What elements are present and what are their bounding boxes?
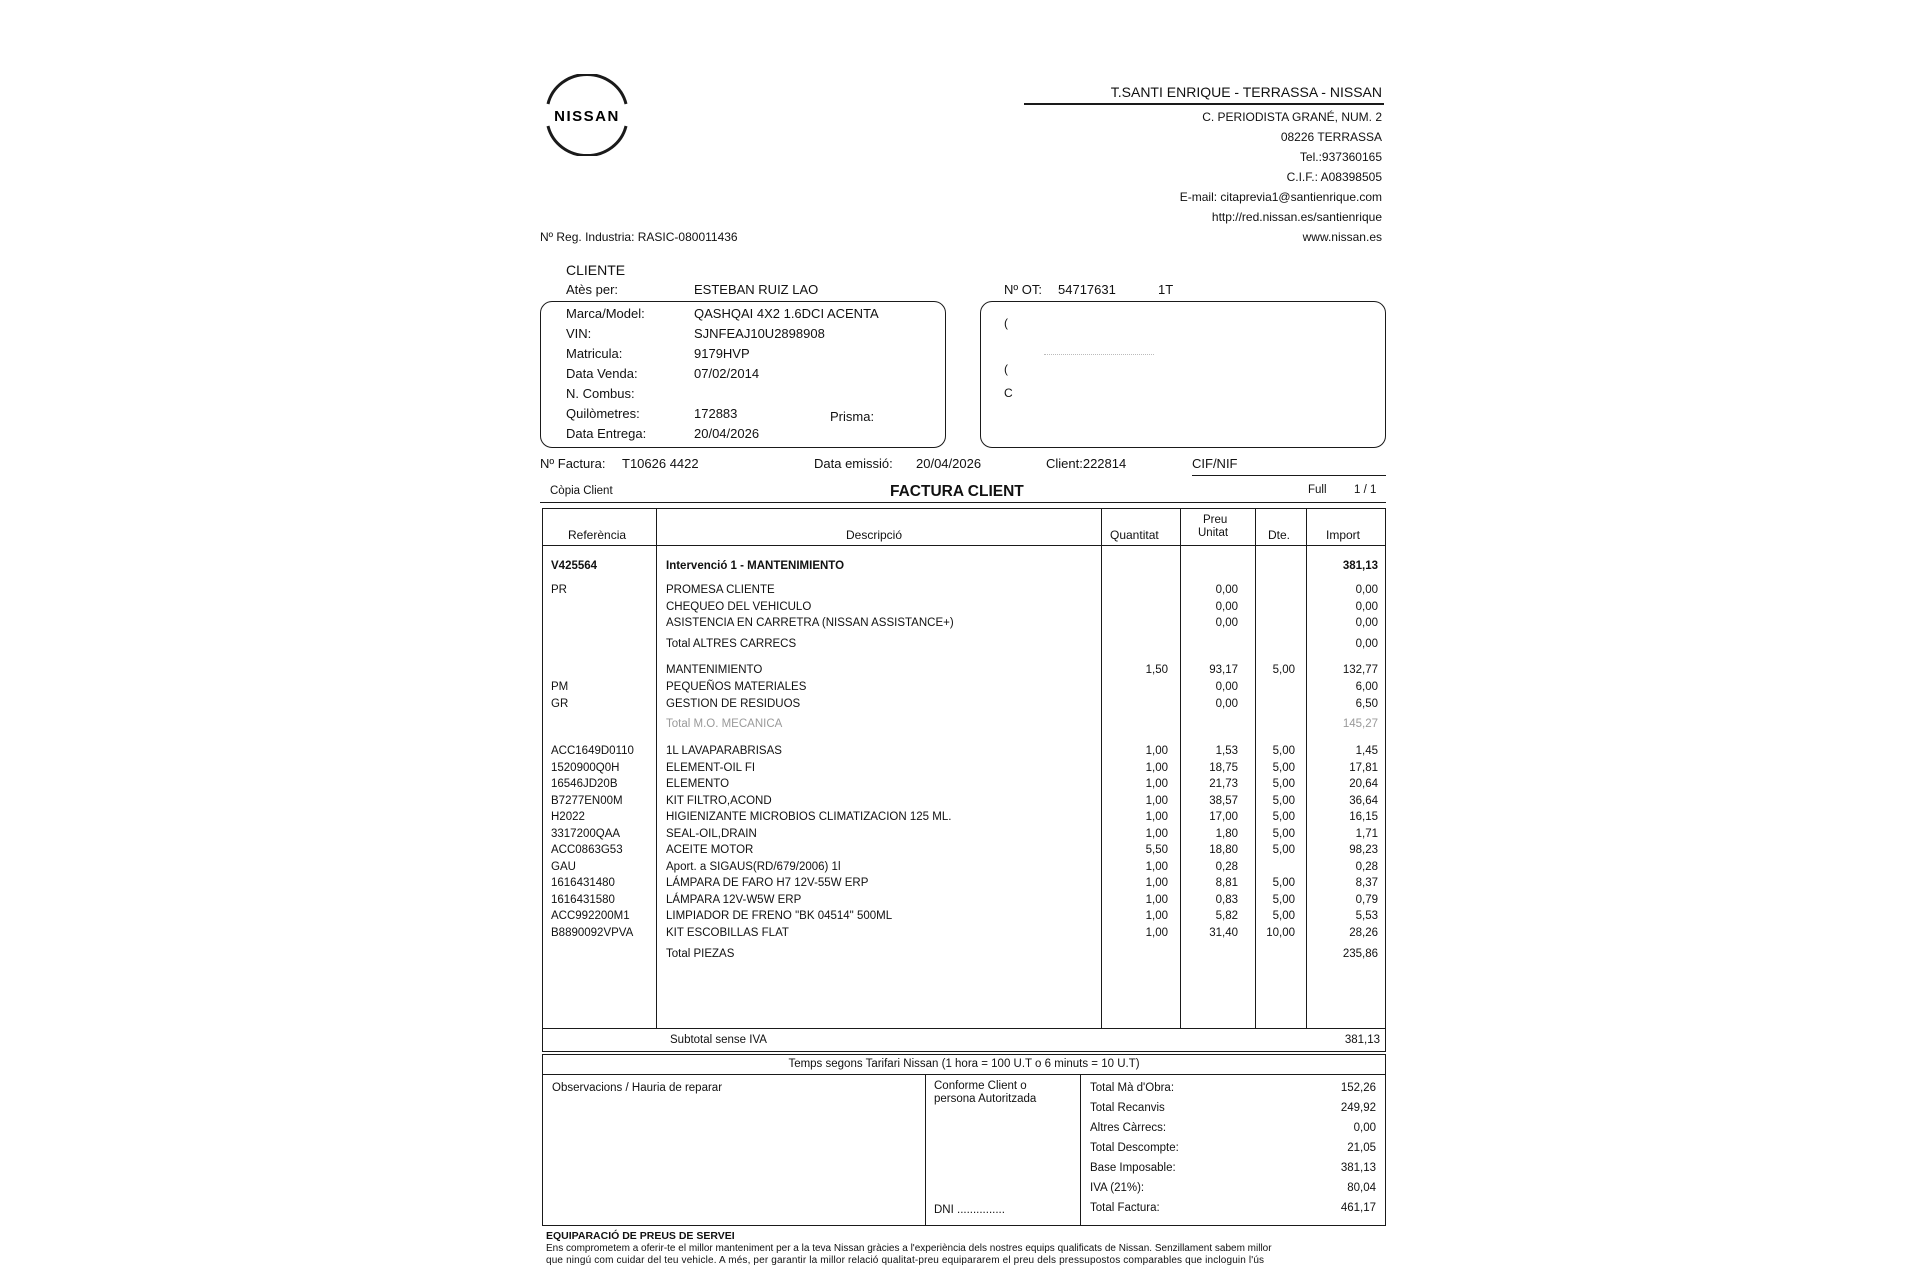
row-amount: 6,50	[1355, 698, 1378, 710]
row-ref: 1616431580	[551, 894, 615, 906]
row-disc: 5,00	[1272, 894, 1295, 906]
footer-title: EQUIPARACIÓ DE PREUS DE SERVEI	[546, 1230, 735, 1242]
row-amount: 145,27	[1342, 718, 1378, 730]
total-label: Total Mà d'Obra:	[1090, 1082, 1175, 1094]
summary-divider	[1080, 1074, 1081, 1226]
total-label: Total Descompte:	[1090, 1142, 1179, 1154]
row-amount: 28,26	[1349, 927, 1378, 939]
row-price: 0,00	[1215, 617, 1238, 629]
row-price: 38,57	[1209, 795, 1238, 807]
row-disc: 10,00	[1266, 927, 1295, 939]
row-desc: ELEMENTO	[666, 778, 730, 790]
vehicle-field-label: Data Venda:	[566, 366, 638, 381]
row-qty: 1,00	[1145, 762, 1168, 774]
vehicle-field-label: Data Entrega:	[566, 426, 647, 441]
row-ref: GR	[551, 698, 569, 710]
conforme-line2: persona Autoritzada	[934, 1093, 1037, 1105]
row-price: 0,00	[1215, 681, 1238, 693]
address-box	[980, 301, 1386, 448]
conforme-line1: Conforme Client o	[934, 1080, 1027, 1092]
row-disc: 5,00	[1272, 745, 1295, 757]
row-desc: 1L LAVAPARABRISAS	[666, 745, 782, 757]
row-disc: 5,00	[1272, 828, 1295, 840]
page-label: Full	[1308, 484, 1327, 496]
row-qty: 1,50	[1145, 664, 1168, 676]
total-label: Total Factura:	[1090, 1202, 1160, 1214]
client-title: CLIENTE	[566, 262, 626, 278]
row-amount: 17,81	[1349, 762, 1378, 774]
row-desc: SEAL-OIL,DRAIN	[666, 828, 757, 840]
row-amount: 0,28	[1355, 861, 1378, 873]
header-price-top: Preu	[1203, 514, 1228, 526]
row-qty: 1,00	[1145, 861, 1168, 873]
invoice-cif: CIF/NIF	[1192, 456, 1238, 471]
row-price: 18,75	[1209, 762, 1238, 774]
summary-header-rule	[542, 1074, 1386, 1075]
row-price: 0,00	[1215, 698, 1238, 710]
row-qty: 5,50	[1145, 844, 1168, 856]
row-price: 1,53	[1215, 745, 1238, 757]
row-qty: 1,00	[1145, 811, 1168, 823]
row-desc: LIMPIADOR DE FRENO "BK 04514" 500ML	[666, 910, 893, 922]
vehicle-field-label: N. Combus:	[566, 386, 635, 401]
vehicle-field-value: QASHQAI 4X2 1.6DCI ACENTA	[694, 306, 879, 321]
total-label: Altres Càrrecs:	[1090, 1122, 1167, 1134]
row-qty: 1,00	[1145, 877, 1168, 889]
logo-text: NISSAN	[554, 108, 620, 125]
row-price: 0,00	[1215, 584, 1238, 596]
dealer-tel: Tel.:937360165	[1299, 150, 1382, 164]
header-qty: Quantitat	[1110, 528, 1159, 542]
row-price: 0,00	[1215, 601, 1238, 613]
row-qty: 1,00	[1145, 910, 1168, 922]
table-subtotal-rule	[542, 1028, 1386, 1029]
row-amount: 0,79	[1355, 894, 1378, 906]
header-ref: Referència	[568, 528, 627, 542]
vehicle-field-value: 20/04/2026	[694, 426, 760, 441]
total-value: 21,05	[1347, 1142, 1376, 1154]
row-desc: Total M.O. MECANICA	[666, 718, 783, 730]
row-ref: 3317200QAA	[551, 828, 621, 840]
row-amount: 8,37	[1355, 877, 1378, 889]
row-disc: 5,00	[1272, 877, 1295, 889]
row-disc: 5,00	[1272, 844, 1295, 856]
tarifari-note: Temps segons Tarifari Nissan (1 hora = 100 U.T o 6 minuts = 10 U.T)	[788, 1058, 1140, 1070]
dni-field: DNI ...............	[934, 1204, 1005, 1216]
vehicle-field-value: 172883	[694, 406, 738, 421]
row-qty: 1,00	[1145, 927, 1168, 939]
row-ref: ACC0863G53	[551, 844, 623, 856]
row-qty: 1,00	[1145, 745, 1168, 757]
invoice-client: Client:222814	[1046, 456, 1127, 471]
cif-underline	[1192, 475, 1386, 476]
vehicle-field-value: 9179HVP	[694, 346, 750, 361]
footer-line1: Ens comprometem a oferir-te el millor manteniment per a la teva Nissan gràcies a l'experiència dels nostres equips qualificats de Nissan. Senzillament sabem millor	[546, 1243, 1272, 1254]
total-value: 249,92	[1340, 1102, 1376, 1114]
vehicle-field-label: Quilòmetres:	[566, 406, 640, 421]
row-ref: 1616431480	[551, 877, 615, 889]
table-header-rule	[542, 545, 1386, 546]
col-divider	[656, 508, 657, 1028]
total-label: IVA (21%):	[1090, 1182, 1145, 1194]
row-amount: 1,45	[1355, 745, 1378, 757]
row-price: 0,83	[1215, 894, 1238, 906]
row-disc: 5,00	[1272, 664, 1295, 676]
total-value: 0,00	[1353, 1122, 1376, 1134]
address-line2: (	[1004, 362, 1008, 376]
row-ref: 1520900Q0H	[551, 762, 620, 774]
reg-industria: Nº Reg. Industria: RASIC-080011436	[540, 230, 738, 244]
footer-line2: que ningú com cuidar del teu vehicle. A més, per garantir la millor relació qualitat-preu equipararem el preu dels pressupostos comparables que incloguin l'ús	[546, 1255, 1265, 1266]
row-desc: KIT FILTRO,ACOND	[666, 795, 772, 807]
row-amount: 0,00	[1355, 617, 1378, 629]
total-value: 381,13	[1340, 1162, 1376, 1174]
dealer-web2: www.nissan.es	[1302, 230, 1382, 244]
page-value: 1 / 1	[1354, 484, 1377, 496]
row-ref: H2022	[551, 811, 585, 823]
dealer-underline	[1024, 103, 1384, 105]
row-desc: HIGIENIZANTE MICROBIOS CLIMATIZACION 125 ML.	[666, 811, 952, 823]
total-value: 152,26	[1340, 1082, 1376, 1094]
row-price: 5,82	[1215, 910, 1238, 922]
ates-label: Atès per:	[566, 282, 619, 297]
row-qty: 1,00	[1145, 795, 1168, 807]
header-price-bottom: Unitat	[1198, 527, 1229, 539]
dealer-email: E-mail: citaprevia1@santienrique.com	[1179, 190, 1382, 204]
nissan-logo	[534, 74, 640, 156]
subtotal-label: Subtotal sense IVA	[670, 1034, 767, 1046]
row-desc: PROMESA CLIENTE	[666, 584, 775, 596]
row-desc: GESTION DE RESIDUOS	[666, 698, 801, 710]
row-amount: 1,71	[1355, 828, 1378, 840]
row-desc: Aport. a SIGAUS(RD/679/2006) 1l	[666, 861, 841, 873]
dealer-city: 08226 TERRASSA	[1280, 130, 1382, 144]
address-line3: C	[1004, 386, 1013, 400]
summary-divider	[925, 1074, 926, 1226]
row-amount: 381,13	[1342, 560, 1378, 572]
invoice-num-label: Nº Factura:	[540, 456, 606, 471]
row-qty: 1,00	[1145, 894, 1168, 906]
row-price: 0,28	[1215, 861, 1238, 873]
vehicle-field-label: Matricula:	[566, 346, 623, 361]
total-label: Total Recanvis	[1090, 1102, 1165, 1114]
row-ref: PR	[551, 584, 567, 596]
header-amount: Import	[1326, 528, 1361, 542]
copy-label: Còpia Client	[550, 485, 613, 497]
dealer-name: T.SANTI ENRIQUE - TERRASSA - NISSAN	[1110, 84, 1382, 100]
row-disc: 5,00	[1272, 762, 1295, 774]
row-desc: ACEITE MOTOR	[666, 844, 754, 856]
row-amount: 5,53	[1355, 910, 1378, 922]
vehicle-field-value: 07/02/2014	[694, 366, 760, 381]
row-ref: 16546JD20B	[551, 778, 618, 790]
row-desc: KIT ESCOBILLAS FLAT	[666, 927, 789, 939]
dealer-web: http://red.nissan.es/santienrique	[1211, 210, 1382, 224]
vehicle-field-value: SJNFEAJ10U2898908	[694, 326, 825, 341]
row-ref: PM	[551, 681, 569, 693]
header-desc: Descripció	[846, 528, 903, 542]
row-desc: CHEQUEO DEL VEHICULO	[666, 601, 812, 613]
row-desc: MANTENIMIENTO	[666, 664, 763, 676]
row-price: 17,00	[1209, 811, 1238, 823]
invoice-title: FACTURA CLIENT	[890, 483, 1024, 500]
row-disc: 5,00	[1272, 811, 1295, 823]
row-desc: ELEMENT-OIL FI	[666, 762, 756, 774]
row-ref: ACC1649D0110	[551, 745, 634, 757]
total-value: 461,17	[1340, 1202, 1376, 1214]
row-desc: Intervenció 1 - MANTENIMIENTO	[666, 560, 845, 572]
row-amount: 0,00	[1355, 584, 1378, 596]
ot-value: 54717631	[1058, 282, 1116, 297]
row-ref: B7277EN00M	[551, 795, 623, 807]
row-amount: 235,86	[1342, 948, 1378, 960]
row-amount: 6,00	[1355, 681, 1378, 693]
row-desc: ASISTENCIA EN CARRETRA (NISSAN ASSISTANCE+)	[666, 617, 954, 629]
row-price: 93,17	[1209, 664, 1238, 676]
row-amount: 98,23	[1349, 844, 1378, 856]
vehicle-field-label: Marca/Model:	[566, 306, 645, 321]
vehicle-field-label: VIN:	[566, 326, 592, 341]
row-desc: LÁMPARA DE FARO H7 12V-55W ERP	[666, 877, 869, 889]
row-amount: 16,15	[1349, 811, 1378, 823]
row-ref: ACC992200M1	[551, 910, 630, 922]
row-amount: 0,00	[1355, 638, 1378, 650]
dealer-address: C. PERIODISTA GRANÉ, NUM. 2	[1202, 110, 1382, 124]
row-price: 31,40	[1209, 927, 1238, 939]
total-value: 80,04	[1347, 1182, 1376, 1194]
row-disc: 5,00	[1272, 778, 1295, 790]
prisma-label: Prisma:	[830, 409, 875, 424]
row-price: 1,80	[1215, 828, 1238, 840]
address-line1: (	[1004, 316, 1008, 330]
dealer-cif: C.I.F.: A08398505	[1286, 170, 1382, 184]
header-disc: Dte.	[1268, 528, 1291, 542]
subtotal-value: 381,13	[1344, 1034, 1380, 1046]
observacions-label: Observacions / Hauria de reparar	[552, 1082, 723, 1094]
row-qty: 1,00	[1145, 828, 1168, 840]
row-ref: V425564	[551, 560, 598, 572]
row-ref: GAU	[551, 861, 576, 873]
ot-label: Nº OT:	[1004, 282, 1042, 297]
ot-suffix: 1T	[1158, 282, 1174, 297]
row-desc: PEQUEÑOS MATERIALES	[666, 681, 807, 693]
row-desc: LÁMPARA 12V-W5W ERP	[666, 894, 802, 906]
row-desc: Total ALTRES CARRECS	[666, 638, 797, 650]
title-rule	[540, 502, 1386, 503]
row-amount: 20,64	[1349, 778, 1378, 790]
row-amount: 132,77	[1342, 664, 1378, 676]
ates-value: ESTEBAN RUIZ LAO	[694, 282, 819, 297]
row-disc: 5,00	[1272, 910, 1295, 922]
invoice-date-value: 20/04/2026	[916, 456, 982, 471]
redacted-text	[1044, 354, 1154, 365]
row-price: 21,73	[1209, 778, 1238, 790]
row-price: 18,80	[1209, 844, 1238, 856]
total-label: Base Imposable:	[1090, 1162, 1176, 1174]
row-amount: 0,00	[1355, 601, 1378, 613]
row-qty: 1,00	[1145, 778, 1168, 790]
row-price: 8,81	[1215, 877, 1238, 889]
invoice-num-value: T10626 4422	[622, 456, 699, 471]
row-desc: Total PIEZAS	[666, 948, 735, 960]
row-disc: 5,00	[1272, 795, 1295, 807]
row-amount: 36,64	[1349, 795, 1378, 807]
invoice-date-label: Data emissió:	[814, 456, 893, 471]
row-ref: B8890092VPVA	[551, 927, 634, 939]
